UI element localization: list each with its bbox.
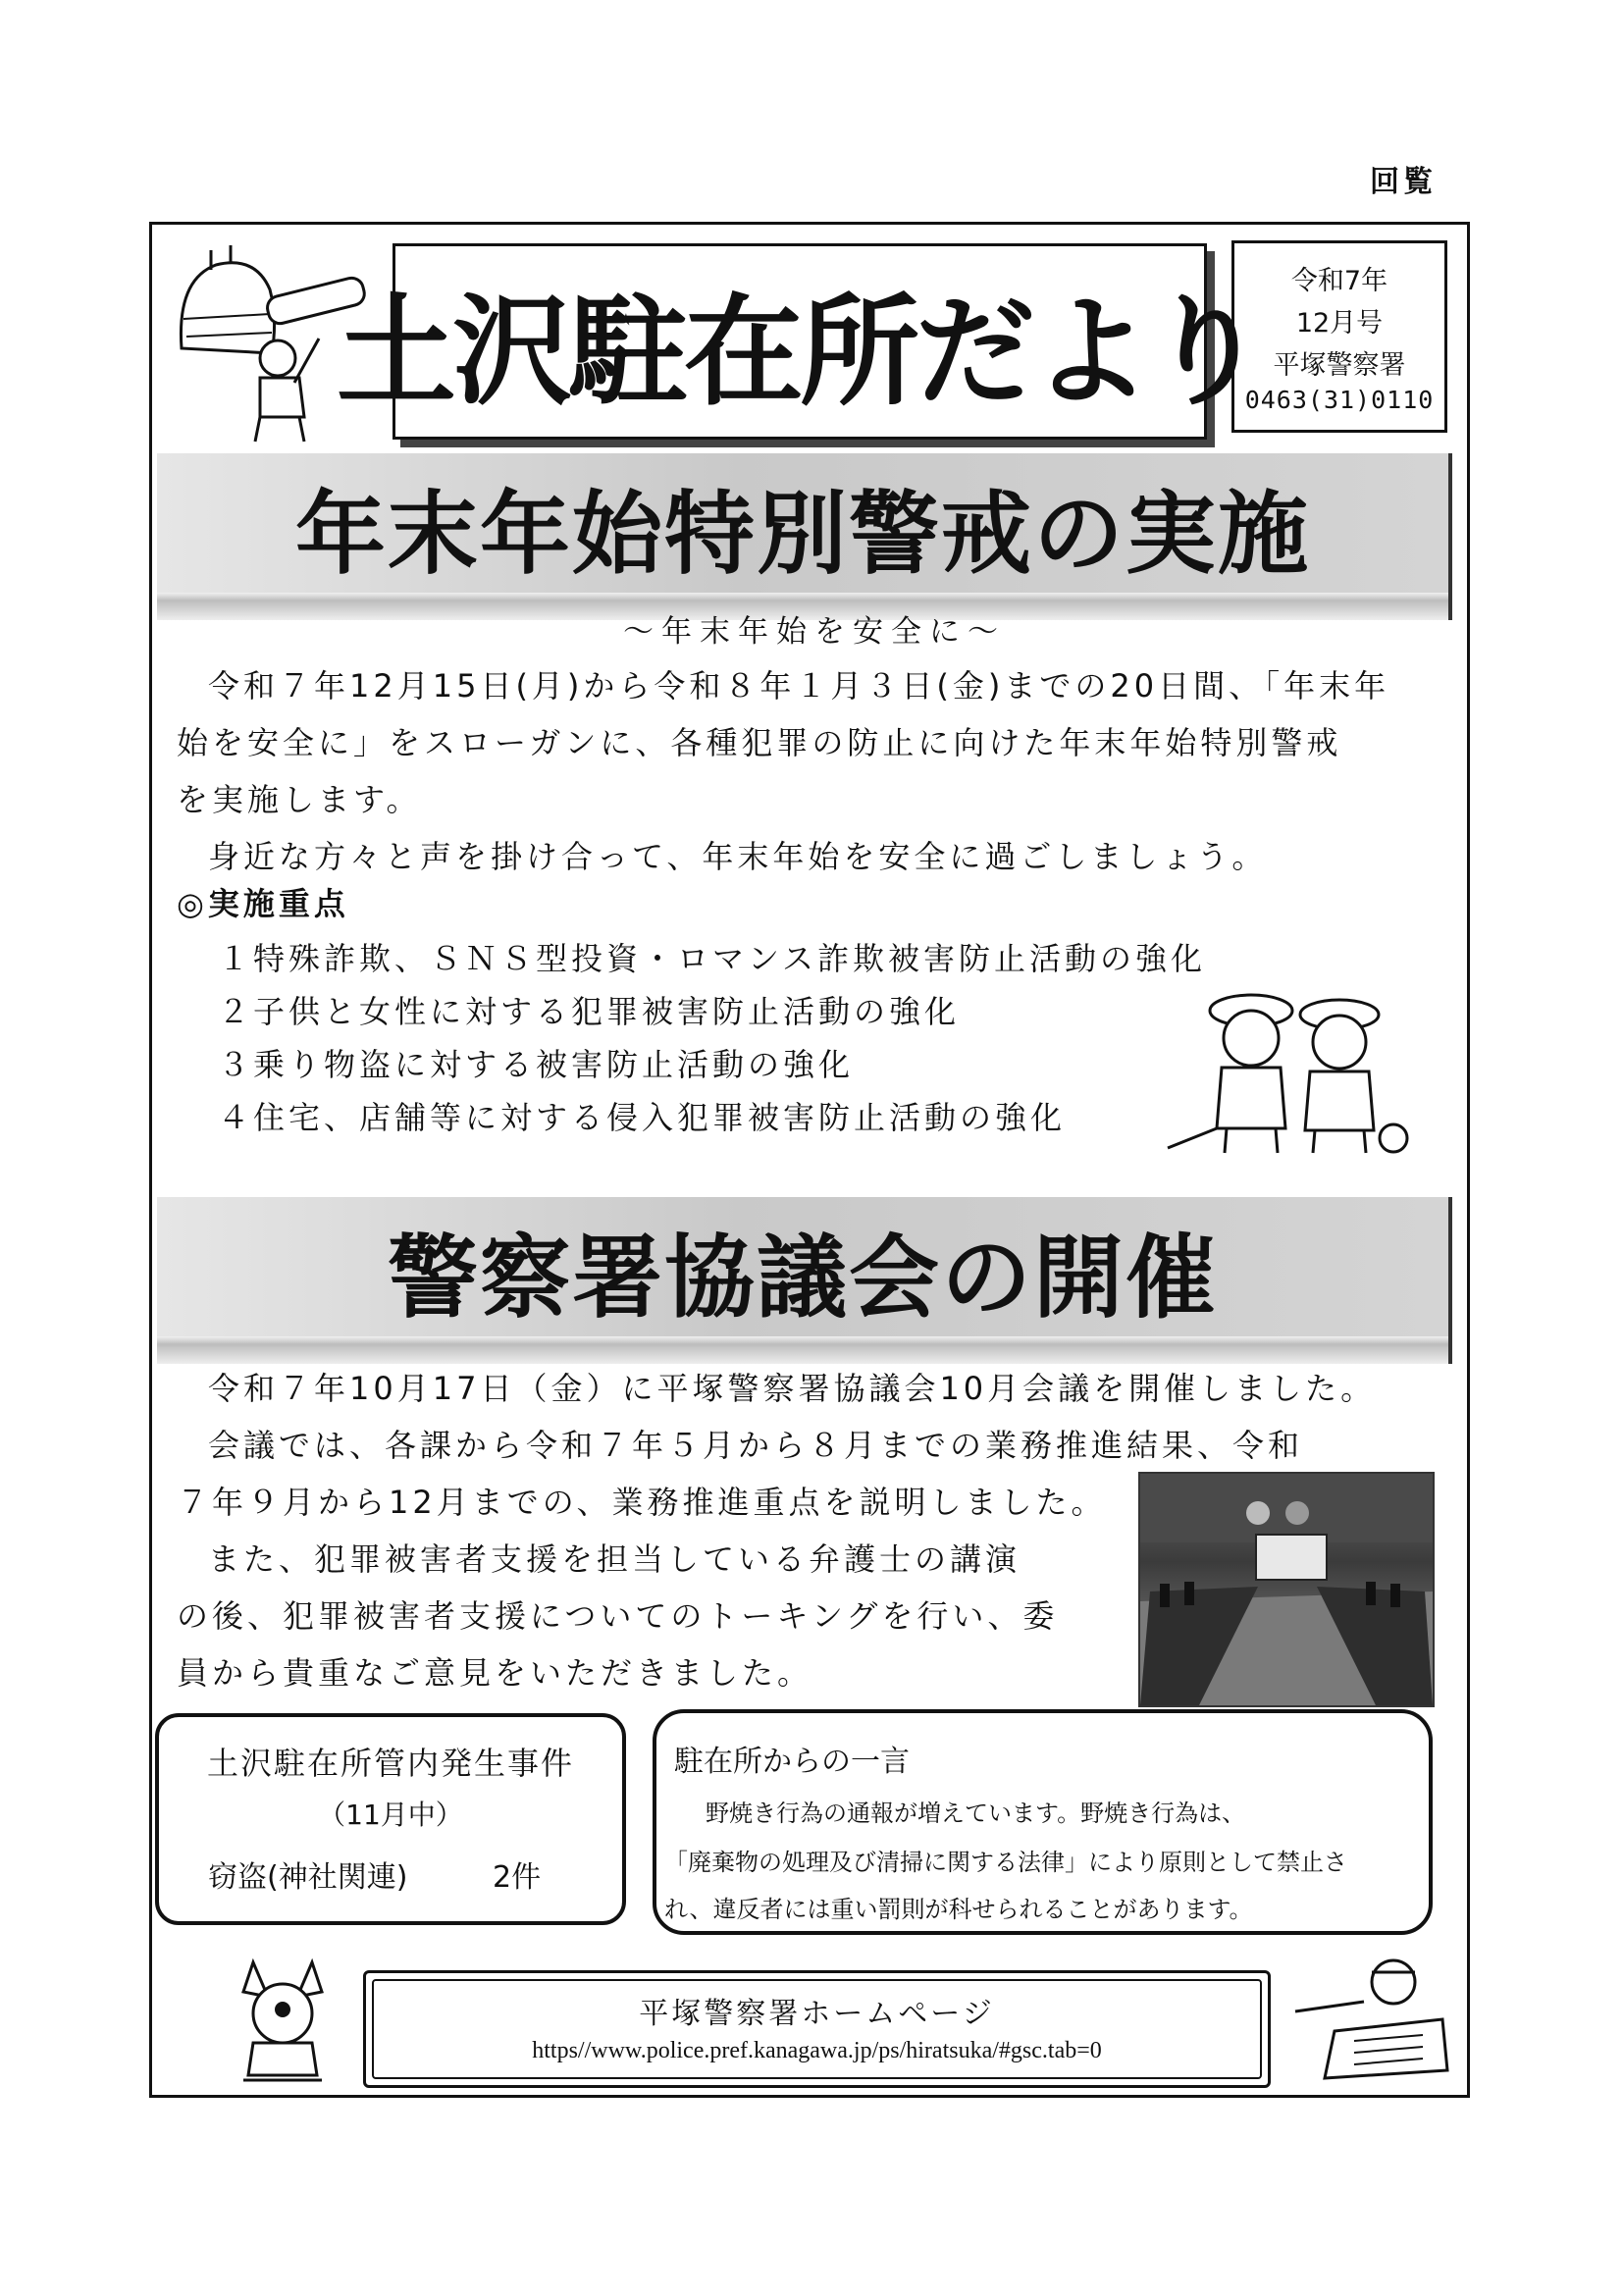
section1-headline-band [157,453,1452,600]
issue-month: 12月号 [1295,308,1384,339]
section2-para-line-4: また、犯罪被害者支援を担当している弁護士の講演 [208,1540,1021,1578]
section1-subtitle: ～年末年始を安全に～ [623,614,1006,650]
masthead-title-box [337,243,1263,440]
focus-item-2: ２子供と女性に対する犯罪被害防止活動の強化 [218,993,961,1030]
issue-police-station: 平塚警察署 [1273,350,1406,381]
issue-phone: 0463(31)0110 [1244,386,1435,414]
message-line-1: 野焼き行為の通報が増えています。野焼き行為は、 [706,1800,1246,1827]
incident-item: 窃盗(神社関連) [208,1860,408,1895]
meeting-photo [1138,1472,1435,1707]
section1-para-line-4: 身近な方々と声を掛け合って、年末年始を安全に過ごしましょう。 [208,838,1268,875]
section2-headline: 警察署協議会の開催 [387,1226,1218,1331]
message-line-2: 「廃棄物の処理及び清掃に関する法律」により原則として禁止さ [664,1849,1347,1876]
section2-headline-band [157,1197,1452,1344]
section2-para-line-3: ７年９月から12月までの、業務推進重点を説明しました。 [177,1484,1107,1521]
section1-para-line-2: 始を安全に」をスローガンに、各種犯罪の防止に向けた年末年始特別警戒 [177,724,1342,761]
section2-para-line-5: の後、犯罪被害者支援についてのトーキングを行い、委 [177,1597,1059,1635]
message-title: 駐在所からの一言 [674,1745,910,1779]
message-box [653,1709,1433,1935]
message-line-3: れ、違反者には重い罰則が科せられることがあります。 [664,1896,1253,1923]
mascot-illustration [224,1953,341,2090]
incident-count: 2件 [493,1860,542,1895]
section2-para-line-1: 令和７年10月17日（金）に平塚警察署協議会10月会議を開催しました。 [208,1370,1377,1407]
meeting-room-scene [1140,1474,1433,1705]
focus-item-4: ４住宅、店舗等に対する侵入犯罪被害防止活動の強化 [218,1099,1067,1136]
homepage-box [363,1970,1271,2088]
issue-era-year: 令和7年 [1290,266,1388,296]
section1-para-line-3: を実施します。 [177,781,422,818]
officer-teaching-illustration [1285,1953,1452,2090]
section2-para-line-2: 会議では、各課から令和７年５月から８月までの業務推進結果、令和 [208,1427,1304,1464]
homepage-title: 平塚警察署ホームページ [639,1997,995,2031]
section2-para-line-6: 員から貴重なご意見をいただきました。 [177,1654,813,1692]
circulate-label: 回覧 [1370,165,1437,199]
section1-para-line-1: 令和７年12月15日(月)から令和８年１月３日(金)までの20日間、「年末年 [208,667,1390,704]
focus-item-1: １特殊詐欺、ＳＮＳ型投資・ロマンス詐欺被害防止活動の強化 [218,940,1207,977]
homepage-url[interactable]: https//www.police.pref.kanagawa.jp/ps/hiratsuka/#gsc.tab=0 [532,2038,1102,2063]
incidents-period: （11月中） [318,1799,463,1831]
focus-heading: ◎実施重点 [177,885,349,922]
incidents-box [155,1713,626,1925]
focus-item-3: ３乗り物盗に対する被害防止活動の強化 [218,1046,855,1083]
police-officers-illustration [1158,981,1433,1158]
masthead-title: 土沢駐在所だより [337,282,1263,422]
issue-info-box [1231,240,1447,433]
incidents-title: 土沢駐在所管内発生事件 [206,1745,574,1782]
section1-headline: 年末年始特別警戒の実施 [294,482,1310,587]
